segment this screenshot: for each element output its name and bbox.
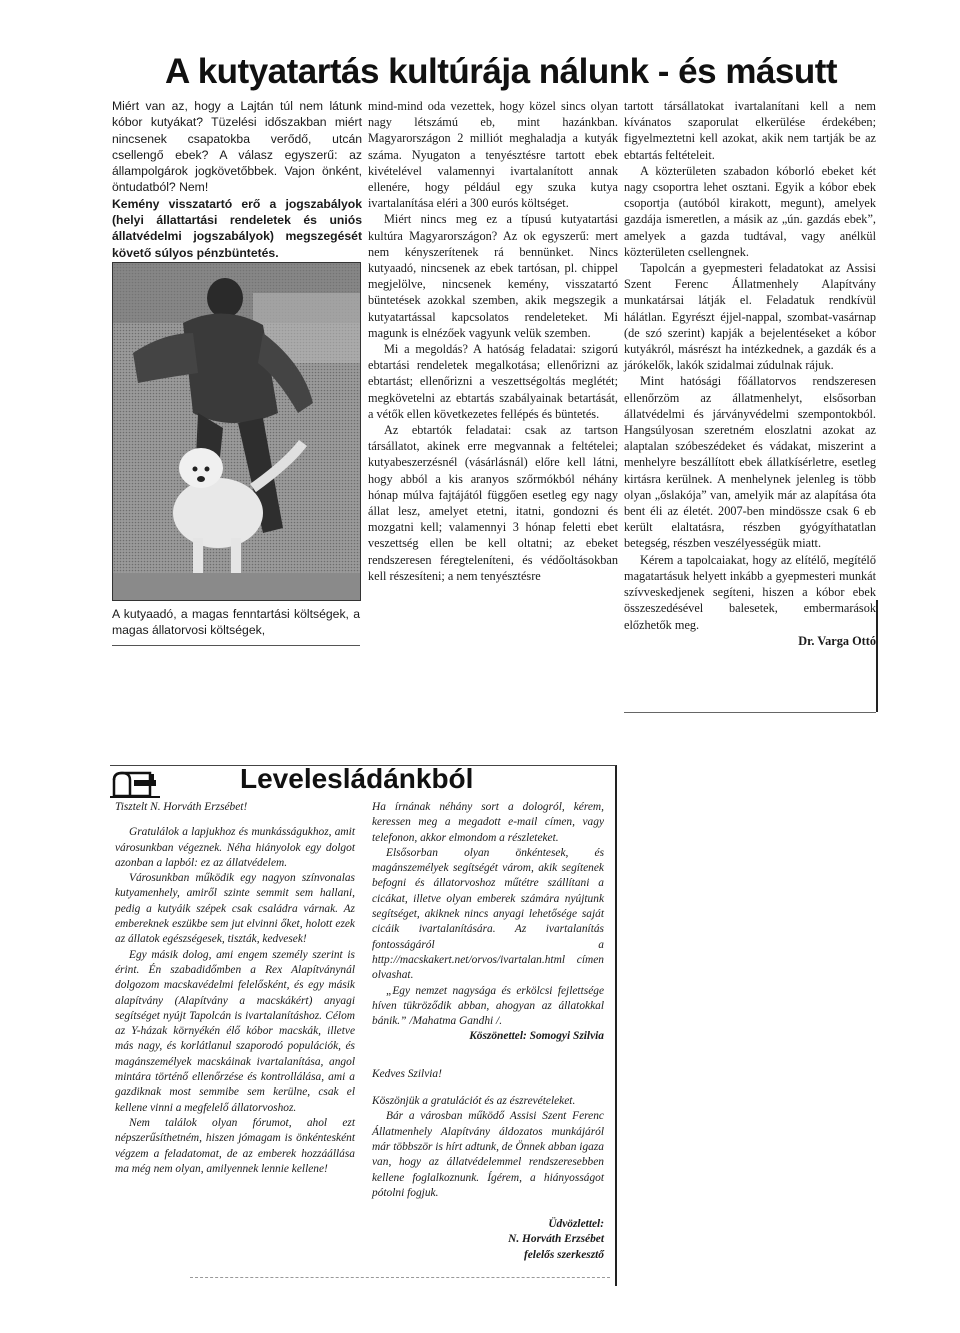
author-signature: Dr. Varga Ottó [798, 633, 876, 648]
lead-paragraph: Miért van az, hogy a Lajtán túl nem látunk kóbor kutyákat? Tüzelési időszakban miért nincsenek csapatokba verődő, utcán csellengő ebek? A válasz egyszerű: az állampolgárok jogkövetőbbek. Vajon önként, öntudatból? Nem! [112, 99, 362, 195]
paragraph: Köszönjük a gratulációt és az észrevételeket. [372, 1095, 576, 1108]
paragraph: Egy másik dolog, ami engem személy szerint is érint. Én szabadidőmben a Rex Alapítványnál dolgozom macskavédelmi felelősként, és egy másik alapítvány (Alapítvány a macskákért) anyagi segítséget nyújt Tapolcán is ivartalanításhoz. Célom az Y-házak környékén élő kóbor macskák, illetve más nagy, és korlátlanul szaporodó populációk, és magánszemélyek macskáinak ivartalanítása, angol mintára történő ellenőrzése és kontrollálása, ami a gazdiknak most semmibe sem kerülne, csak el kellene vinni a megfelelő állatorvoshoz. [115, 948, 355, 1114]
paragraph: Elsősorban olyan önkéntesek, és magánszemélyek segítségét várom, akik segítenek befogni és állatorvoshoz műtétre szállítani a cicákat, illetve olyan emberek számára nyújtunk segítséget, akiknek nincs anyagi lehetősége saját cicáik ivartalanítására. Az ivartalanítás fontosságáról a http://macskakert.net/orvos/ivartalan.html címen olvashat. [372, 846, 604, 982]
paragraph: Tapolcán a gyepmesteri feladatokat az Assisi Szent Ferenc Állatmenhely Alapítvány munkatársai látják el. Feladatuk rendkívül hálátlan. Egyrészt éjjel-nappal, szombat-vasárnap (de szó szerint) kapják a bejelentéseket a kóbor kutyákról, másrészt ha intézkednek, a gazdák és a járókelők, lakók szidalmai zúdulnak rájuk. [624, 261, 876, 373]
paragraph: Gratulálok a lapjukhoz és munkásságukhoz, amit városunkban végeznek. Néha hiányolok egy dolgot azonban a lapból: ez az állatvédelem. [115, 826, 355, 869]
closing-role: felelős szerkesztő [523, 1248, 604, 1261]
reader-letter-continued [372, 800, 604, 1263]
paragraph: A közterületen szabadon kóborló ebeket két nagy csoportra lehet osztani. Egyik a kóbor ebek csoportja (autóból kirakott, megunt), amelyek gazdája ismeretlen, a másik az „ún. gazdás ebek”, amelyek a gazda tudtával, vagy anélkül közterületen csellengnek. [624, 163, 876, 259]
section-heading: Levelesládánkból [240, 763, 474, 794]
paragraph: Bár a városban működő Assisi Szent Ferenc Állatmenhely Alapítvány áldozatos munkájáról már többször is hírt adtunk, de Önnek abban igaza van, hogy az állatvédelemmel rendszeresebben kellene foglalkoznunk. Ígérem, a hiányosságot pótolni fogjuk. [372, 1110, 604, 1199]
paragraph: Városunkban működik egy nagyon színvonalas kutyamenhely, amiről szinte semmit sem hallani, pedig a kutyáik szépek csak családra várnak. Az embereknek eszükbe sem jut elvinni őket, holott ezek az állatok egészségesek, tiszták, kedvesek! [115, 872, 355, 946]
paragraph: Kérem a tapolcaiakat, hogy az elítélő, megítélő magatartásuk helyett inkább a gyepmesteri munkát szívveskedjenek segíteni, hiszen a kóbor ebek összeszedésével balesetek, embermarások előzhetők meg. [624, 552, 876, 632]
article-column-3 [624, 98, 876, 649]
article-title: A kutyatartás kultúrája nálunk - és másutt [165, 52, 838, 91]
paragraph: Az ebtartók feladatai: csak az tartson társállatot, akinek erre megvannak a feltételei; kutyabeszerzésnél (vásárlásnál) előre kell látni, hogy abból a kis aranyos szőrmókból néhány hónap múlva fajtájától függően esetleg egy nagy állat lesz, amelyet etetni, itatni, gondozni és mozgatni kell; valamennyi 3 hónap feletti ebet veszettség ellen be kell oltatni; az ebeket rendszeresen féregteleníteni, és védőoltásokban kell részesíteni; a nem tenyésztésre [368, 423, 618, 583]
divider [624, 712, 876, 713]
paragraph: Mint hatósági főállatorvos rendszeresen ellenőrzöm az állatmenhelyt, elsősorban állatvédelmi és járványvédelmi szempontokból. Hangsúlyosan szeretném eloszlatni azokat az alaptalan szóbeszédeket és vádakat, miszerint a menhelyre beszállított ebek állatkísérletre, esetleg kirtásra kerülnek. A menhelynek jelenleg is több olyan „őslakója” van, amelyik már az alapítása óta bent éli az életét. 2007-ben mindössze csak 6 eb került elaltatásra, részben gyógyíthatatlan betegség, részben veszélyességük miatt. [624, 374, 876, 551]
dog-and-handler-image [113, 263, 360, 600]
dog-photo [112, 262, 361, 601]
lead-paragraph: Kemény visszatartó erő a jogszabályok (helyi állattartási rendeletek és uniós állatvédelmi jogszabályok) megszegését követő súlyos pénzbüntetés. [112, 196, 362, 260]
paragraph: Ha írnának néhány sort a dologról, kérem, keressen meg a megadott e-mail címen, vagy telefonon, akkor elmondom a részleteket. [372, 801, 604, 844]
letter-signature: Köszönettel: Somogyi Szilvia [469, 1030, 604, 1043]
article-lead [112, 98, 362, 261]
closing: Üdvözlettel: [548, 1218, 604, 1231]
letter-salutation: Tisztelt N. Horváth Erzsébet! [115, 801, 248, 813]
mailbox-icon [110, 770, 160, 798]
reply-salutation: Kedves Szilvia! [372, 1067, 442, 1080]
paragraph: tartott társállatokat ivartalanítani kell a nem kívánatos szaporulat elkerülése érdekében; figyelmeztetni kell azokat, akik nem tartják be az ebtartás feltételeit. [624, 99, 876, 162]
paragraph: „Egy nemzet nagysága és erkölcsi fejlettsége híven tükröződik abban, ahogyan az állatokkal bánik.” /Mahatma Gandhi /. [372, 984, 604, 1028]
paragraph: Mi a megoldás? A hatóság feladatai: szigorú ebtartási rendeletek megalkotása; ellenőrizni az ebtartást; ellenőrizni a veszettségoltás meglétét; megkövetelni az ebtartás szabályainak betartását, a vétők ellen következetes fellépés és büntetés. [368, 342, 618, 421]
paragraph: mind-mind oda vezettek, hogy közel sincs olyan nagy létszámú eb, mint hazánkban. Magyarországon 2 milliót meghaladja a kutyák száma. Nyugaton a tenyésztésre tartott ebek kivételével valamennyi ivartalanított annak ellenére, hogy például egy szuka kutya ivartalanítása eléri a 300 eurós költséget. [368, 99, 618, 211]
reader-letter [115, 800, 355, 1177]
paragraph: Nem találok olyan fórumot, ahol ezt népszerűsíthetném, hiszen jómagam is önkéntesként végzem a feladatomat, de az emberek hozzáállása ma még nem olyan, amilyennek lennie kellene! [115, 1116, 355, 1175]
divider [112, 645, 360, 646]
photo-caption: A kutyaadó, a magas fenntartási költségek, a magas állatorvosi költségek, [112, 607, 360, 637]
article-column-2 [368, 98, 618, 584]
closing-name: N. Horváth Erzsébet [508, 1233, 604, 1246]
paragraph: Miért nincs meg ez a típusú kutyatartási kultúra Magyarországon? Az ok egyszerű: mert nem kényszerítenek rá bennünket. Nincs kutyaadó, nincsenek az ebek tartósan, pl. chippel megjelölve, nincsenek kemény, visszatartó büntetések azokkal szemben, akik megszegik a kutyatartással kapcsolatos rendeleteket. Mi magunk is elnézőek vagyunk velük szemben. [368, 212, 618, 340]
divider [876, 600, 878, 712]
divider [190, 1277, 610, 1278]
